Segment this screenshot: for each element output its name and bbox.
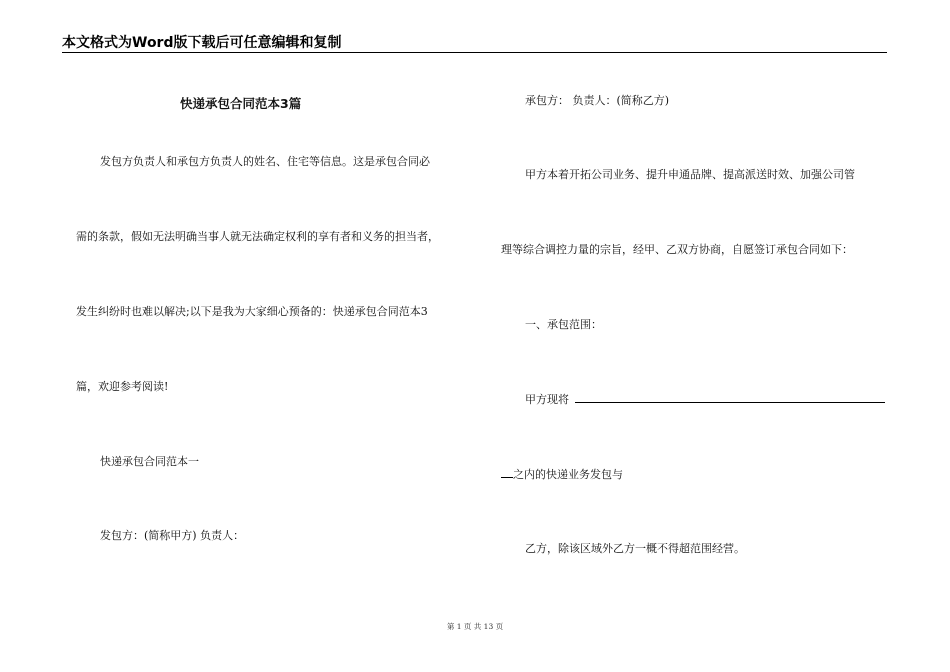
document-header: 本文格式为Word版下载后可任意编辑和复制: [62, 35, 342, 51]
left-line-5: 快递承包合同范本一: [100, 455, 199, 468]
right-line-7: 乙方，除该区域外乙方一概不得超范围经营。: [525, 542, 745, 555]
left-line-1: 发包方负责人和承包方负责人的姓名、住宅等信息。这是承包合同必: [100, 155, 430, 168]
document-title: 快递承包合同范本3篇: [180, 96, 302, 111]
fill-in-blank-short: [501, 467, 513, 478]
page-footer: 第 1 页 共 13 页: [446, 622, 504, 631]
right-line-6-text: 之内的快递业务发包与: [513, 468, 623, 481]
right-line-6: [501, 467, 623, 482]
header-divider: [62, 52, 887, 53]
left-line-2: 需的条款，假如无法明确当事人就无法确定权利的享有者和义务的担当者，: [76, 230, 439, 243]
right-line-3: 理等综合调控力量的宗旨，经甲、乙双方协商，自愿签订承包合同如下：: [501, 243, 853, 256]
right-line-1: 承包方： 负责人：(简称乙方): [525, 94, 670, 107]
right-line-5: 甲方现将: [525, 393, 569, 406]
left-line-6: 发包方：(简称甲方) 负责人：: [100, 529, 245, 542]
fill-in-blank-line: [575, 402, 885, 403]
right-line-2: 甲方本着开拓公司业务、提升申通品牌、提高派送时效、加强公司管: [525, 168, 855, 181]
left-line-3: 发生纠纷时也难以解决;以下是我为大家细心预备的：快递承包合同范本3: [76, 305, 428, 318]
left-line-4: 篇，欢迎参考阅读!: [76, 380, 169, 393]
right-line-4: 一、承包范围：: [525, 318, 602, 331]
